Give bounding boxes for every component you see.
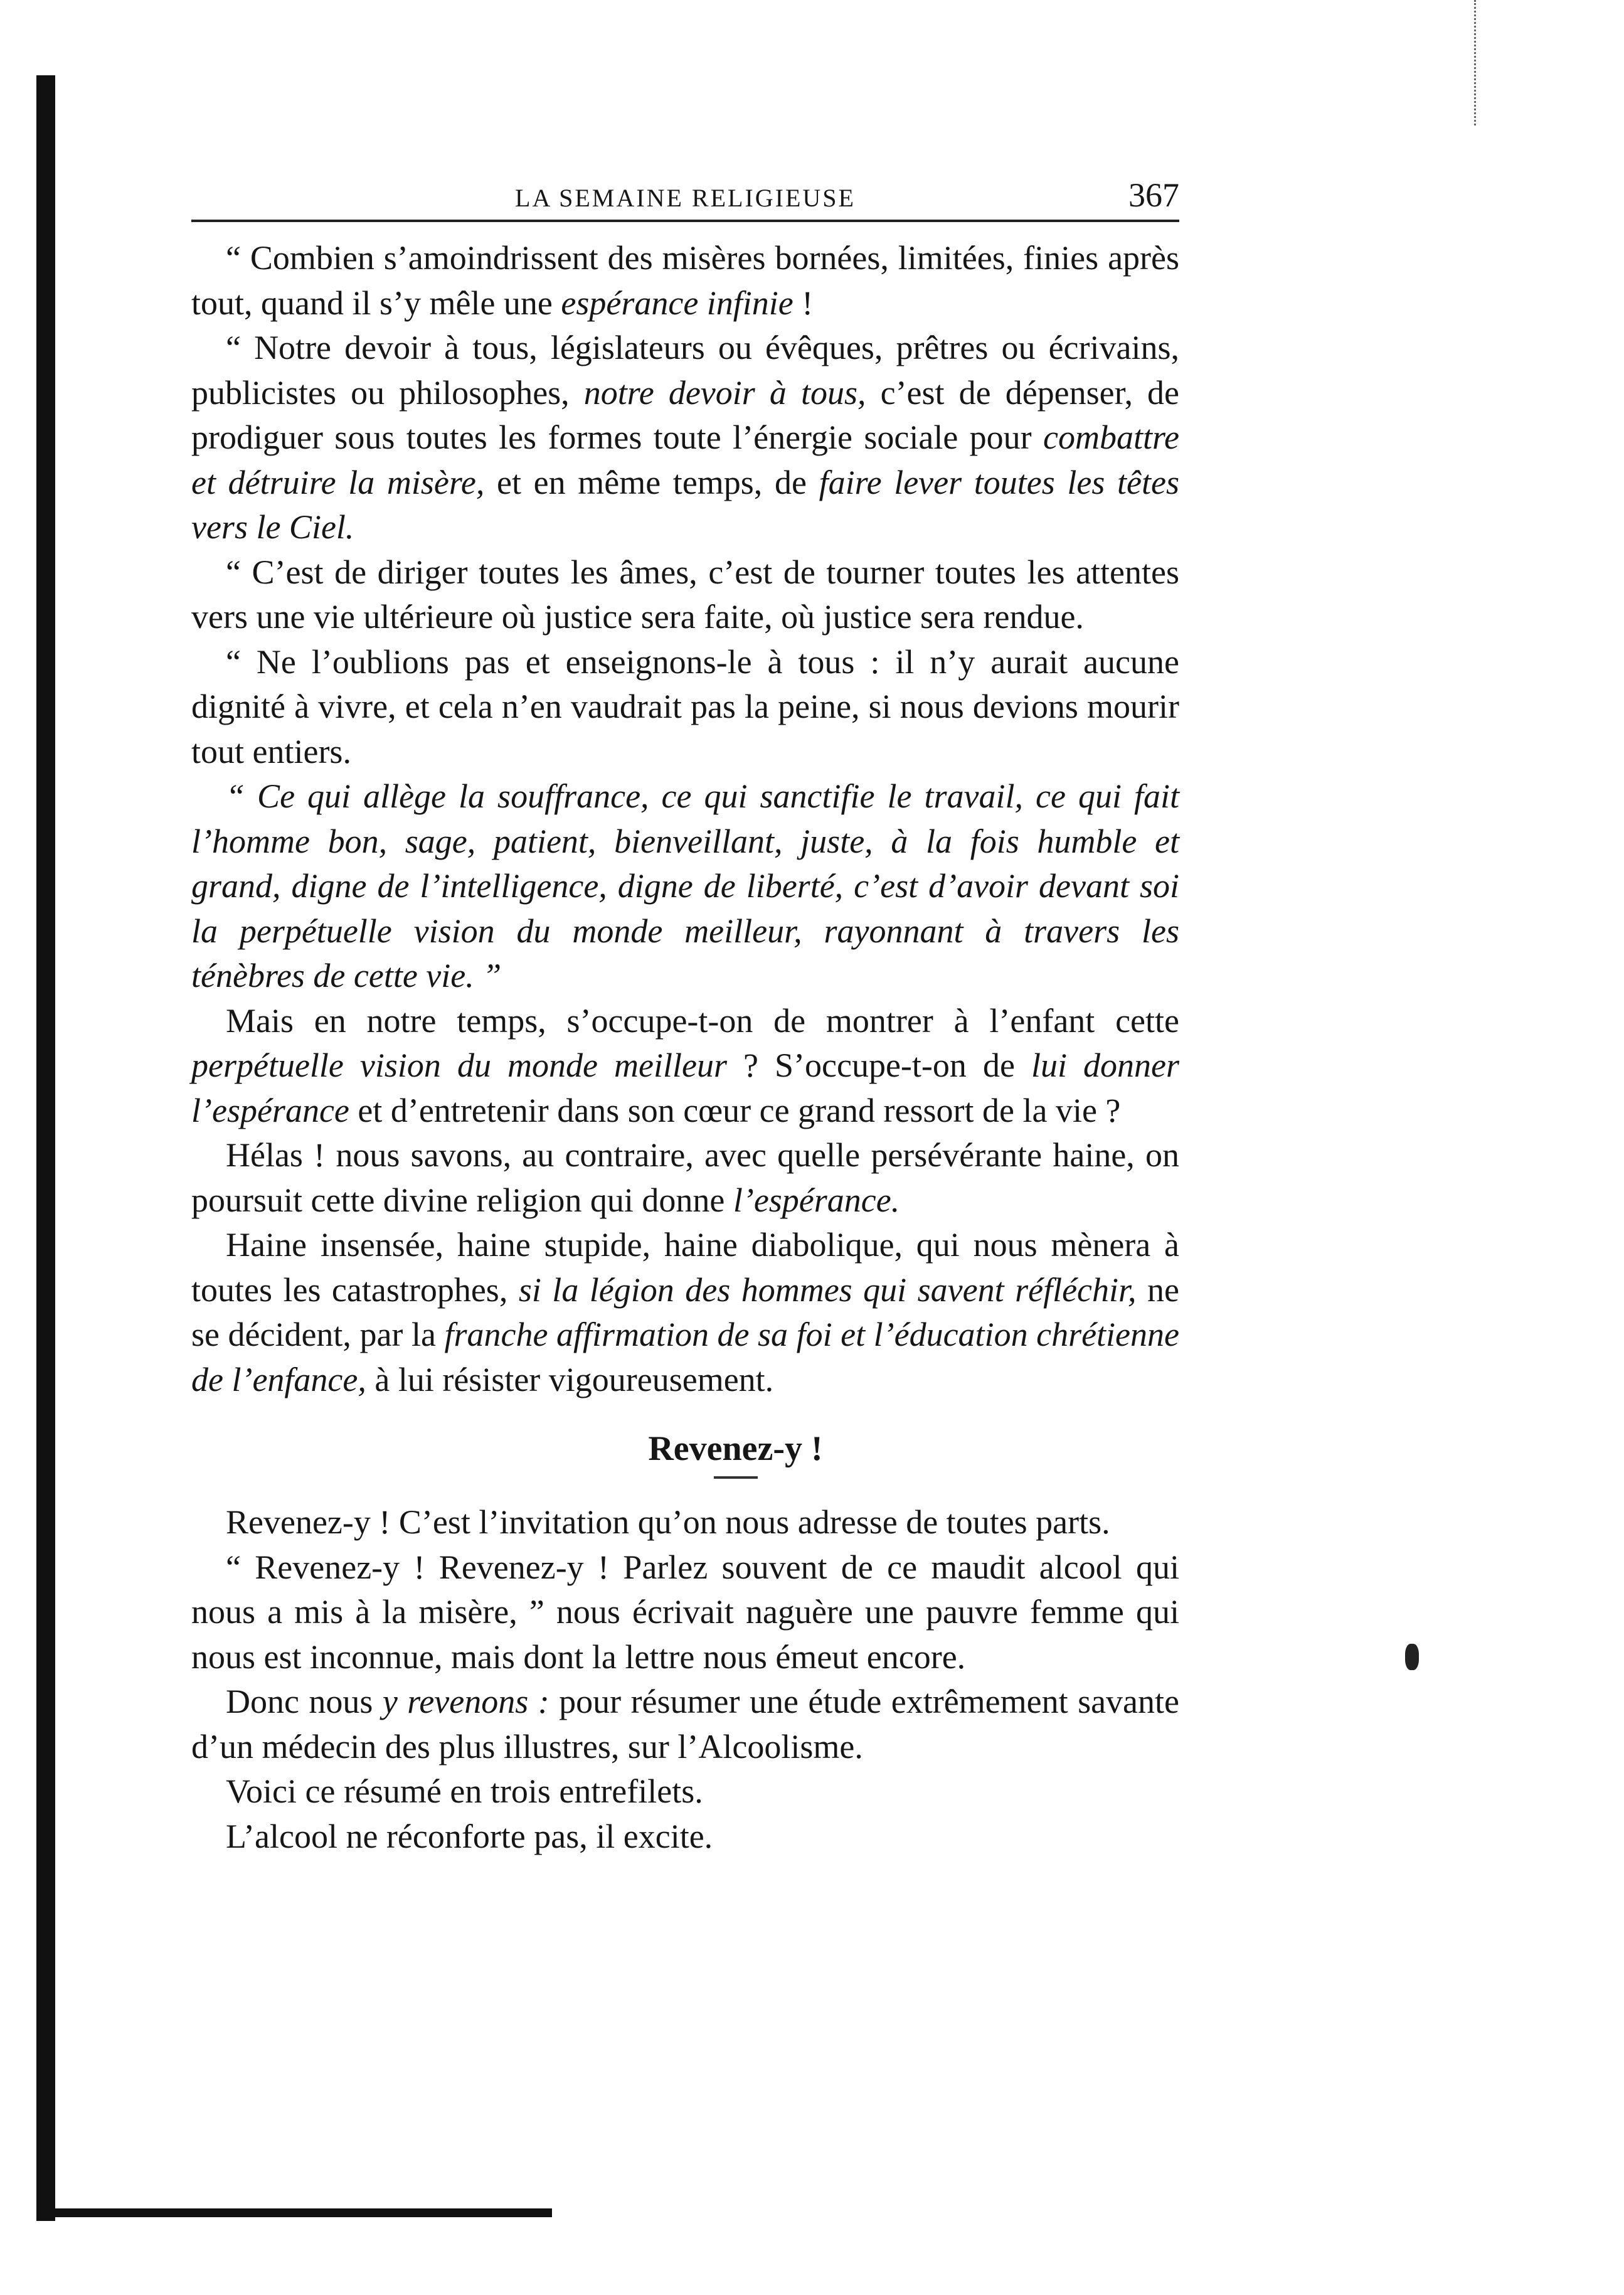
page-binding-edge <box>36 75 55 2221</box>
body-paragraph <box>191 326 1179 550</box>
text-run: L’alcool ne réconforte pas, il excite. <box>226 1817 713 1855</box>
text-run: “ Combien s’amoindrissent des misères bornées, limitées, finies après tout, quand il s’y mêle une <box>191 239 1179 322</box>
italic-text: lui donner l’espérance <box>191 1046 1179 1129</box>
body-paragraph <box>191 550 1179 640</box>
page-number: 367 <box>1128 176 1179 214</box>
text-run: et d’entretenir dans son cœur ce grand ressort de la vie ? <box>349 1091 1121 1129</box>
text-run: Revenez-y ! C’est l’invitation qu’on nous adresse de toutes parts. <box>226 1503 1110 1541</box>
text-run: “ Ce qui allège la souffrance, ce qui sanctifie le travail, ce qui fait l’homme bon, sage, patient, bienveillant, juste, à la fois humble et grand, digne de l’intelligence, digne de liberté, c’est d’avoir devant soi la perpétuelle vision du monde meilleur, rayonnant à travers les ténèbres de cette vie. ” <box>191 777 1179 994</box>
text-run: c’est de dépenser, de prodiguer sous toutes les formes toute l’énergie sociale pour <box>191 373 1180 456</box>
section-paragraph <box>191 1545 1179 1680</box>
section-paragraph <box>191 1814 1179 1860</box>
body-paragraph <box>191 774 1179 999</box>
italic-text: combattre et détruire la misère, <box>191 418 1179 501</box>
header-rule <box>191 220 1179 222</box>
body-paragraph <box>191 1223 1179 1402</box>
text-run: à lui résister vigoureusement. <box>366 1360 774 1398</box>
italic-text: notre devoir à tous, <box>583 373 866 412</box>
main-text <box>191 236 1179 1402</box>
text-run: “ C’est de diriger toutes les âmes, c’est de tourner toutes les attentes vers une vie ultérieure où justice sera faite, où justice sera rendue. <box>191 553 1179 636</box>
text-run: “ Ne l’oublions pas et enseignons-le à tous : il n’y aurait aucune dignité à vivre, et cela n’en vaudrait pas la peine, si nous devions mourir tout entiers. <box>191 642 1179 770</box>
text-run: et en même temps, de <box>484 463 819 501</box>
section-rule <box>714 1476 758 1479</box>
section-paragraph <box>191 1769 1179 1814</box>
section-paragraph <box>191 1500 1179 1545</box>
body-paragraph <box>191 1133 1179 1223</box>
italic-text: franche affirmation de sa foi et l’éducation chrétienne de l’enfance, <box>191 1316 1179 1398</box>
italic-text: y revenons : <box>382 1683 549 1720</box>
italic-text: espérance infinie <box>561 284 793 322</box>
text-run: Mais en notre temps, s’occupe-t-on de montrer à l’enfant cette <box>226 1001 1179 1040</box>
page-binding-foot <box>38 2208 552 2217</box>
text-run: ne se décident, par la <box>191 1270 1179 1353</box>
section-text <box>191 1500 1179 1859</box>
text-run: “ Notre devoir à tous, législateurs ou évêques, prêtres ou écrivains, publicistes ou philosophes, <box>191 329 1179 412</box>
text-run: “ Revenez-y ! Revenez-y ! Parlez souvent de ce maudit alcool qui nous a mis à la misère, ” nous écrivait naguère une pauvre femme qui nous est inconnue, mais dont la lettre nous émeut encore. <box>191 1548 1179 1676</box>
section-paragraph <box>191 1680 1179 1769</box>
body-paragraph <box>191 236 1179 326</box>
italic-text: l’espérance. <box>733 1181 900 1219</box>
ink-blot-mark <box>1405 1644 1419 1670</box>
text-run: Voici ce résumé en trois entrefilets. <box>226 1772 703 1810</box>
text-run: Haine insensée, haine stupide, haine diabolique, qui nous mènera à toutes les catastrophes, <box>191 1226 1179 1309</box>
text-run: Donc nous <box>226 1683 383 1720</box>
scan-margin-mark <box>1474 0 1514 125</box>
text-run: pour résumer une étude extrêmement savante d’un médecin des plus illustres, sur l’Alcoolisme. <box>191 1683 1179 1765</box>
body-paragraph <box>191 640 1179 775</box>
body-paragraph <box>191 999 1179 1134</box>
text-run: ! <box>793 284 814 322</box>
italic-text: si la légion des hommes qui savent réfléchir, <box>518 1270 1137 1309</box>
document-page <box>191 176 1179 1859</box>
italic-text: perpétuelle vision du monde meilleur <box>191 1046 727 1084</box>
section-heading: Revenez-y ! <box>648 1429 823 1468</box>
running-header <box>191 176 1179 220</box>
running-title: LA SEMAINE RELIGIEUSE <box>515 184 856 212</box>
text-run: Hélas ! nous savons, au contraire, avec quelle persévérante haine, on poursuit cette divine religion qui donne <box>191 1136 1179 1219</box>
text-run: ? S’occupe-t-on de <box>726 1046 1031 1084</box>
italic-text: faire lever toutes les têtes vers le Ciel. <box>191 463 1179 546</box>
